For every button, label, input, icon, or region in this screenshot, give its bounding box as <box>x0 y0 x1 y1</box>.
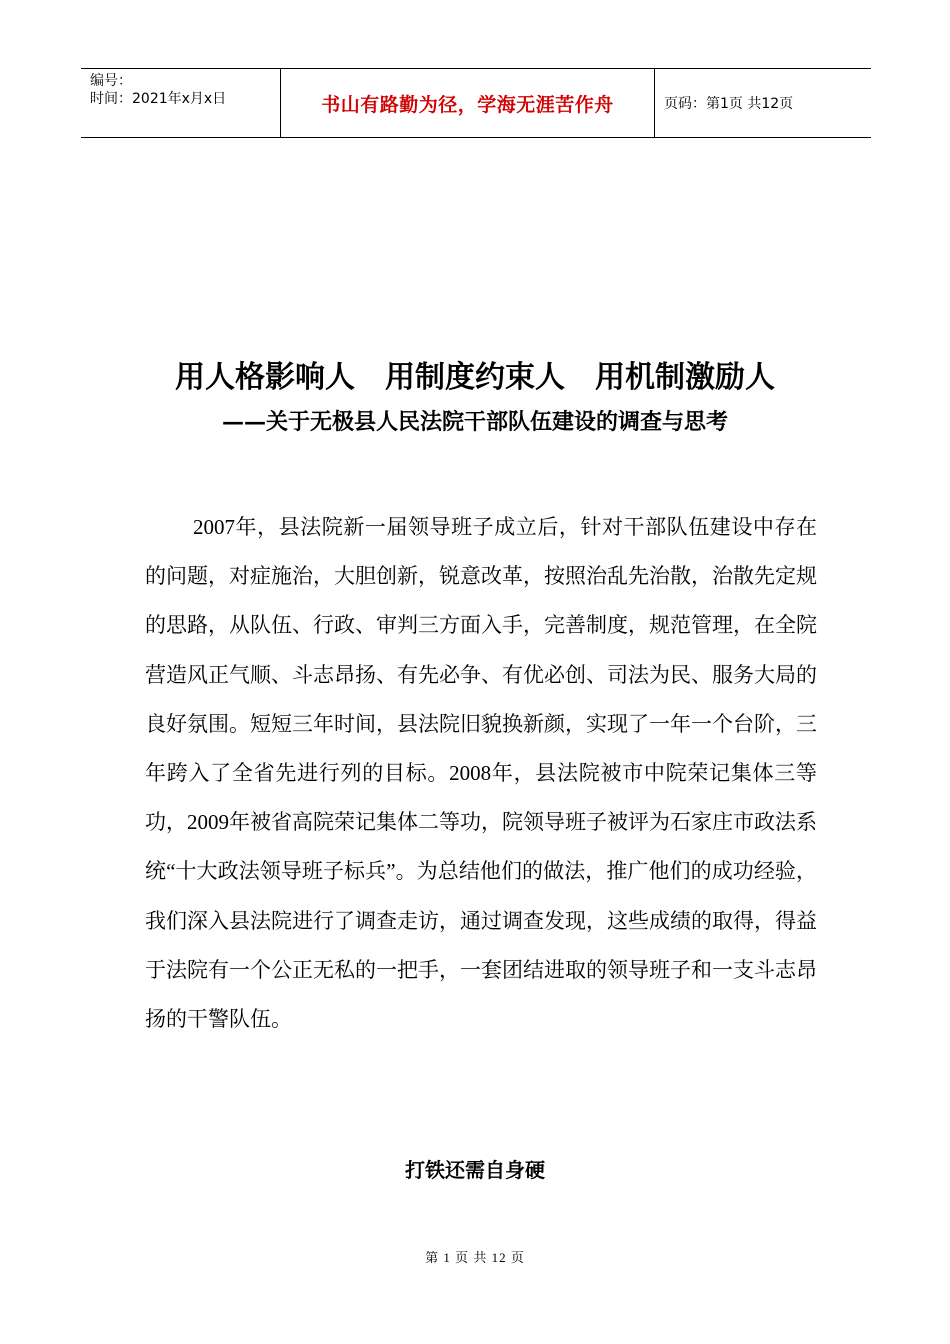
document-subtitle: ——关于无极县人民法院干部队伍建设的调查与思考 <box>221 409 728 435</box>
header-meta-cell <box>81 69 281 137</box>
header-motto: 书山有路勤为径，学海无涯苦作舟 <box>321 93 614 116</box>
document-header-table <box>81 68 871 138</box>
document-title: 用人格影响人 用制度约束人 用机制激励人 <box>175 360 775 395</box>
body-paragraph: 2007年，县法院新一届领导班子成立后，针对干部队伍建设中存在的问题，对症施治，大胆创新，锐意改革，按照治乱先治散，治散先定规的思路，从队伍、行政、审判三方面入手，完善制度，规范管理，在全院营造风正气顺、斗志昂扬、有先必争、有优必创、司法为民、服务大局的良好氛围。短短三年时间，县法院旧貌换新颜，实现了一年一个台阶，三年跨入了全省先进行列的目标。2008年，县法院被市中院荣记集体三等功，2009年被省高院荣记集体二等功，院领导班子被评为石家庄市政法系统“十大政法领导班子标兵”。为总结他们的做法，推广他们的成功经验，我们深入县法院进行了调查走访，通过调查发现，这些成绩的取得，得益于法院有一个公正无私的一把手，一套团结进取的领导班子和一支斗志昂扬的干警队伍。 <box>145 515 817 1032</box>
document-date-label: 时间：2021年x月x日 <box>90 91 227 107</box>
page-footer: 第 1 页 共 12 页 <box>425 1250 525 1265</box>
header-page-info: 页码：第1页 共12页 <box>664 96 794 112</box>
document-number-label: 编号： <box>90 73 132 89</box>
section-heading: 打铁还需自身硬 <box>405 1158 545 1182</box>
header-page-cell <box>655 69 871 137</box>
header-motto-cell <box>281 69 655 137</box>
